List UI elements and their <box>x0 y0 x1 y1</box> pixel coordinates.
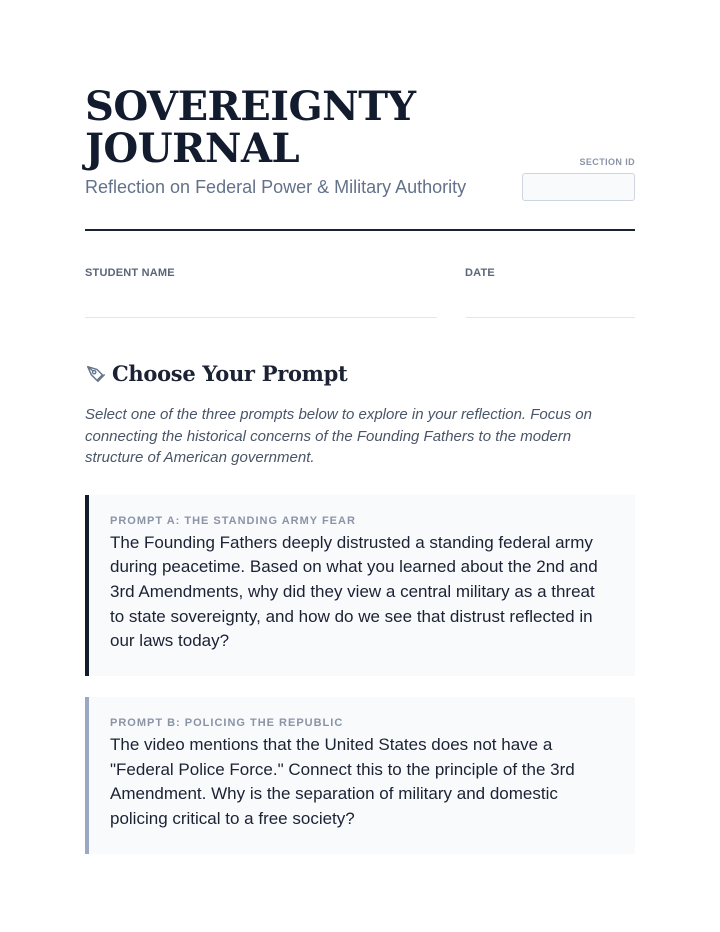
journal-title <box>85 83 445 172</box>
journal-page <box>85 0 635 854</box>
student-name-label: STUDENT NAME <box>85 267 175 279</box>
prompt-a-tag: PROMPT A: THE STANDING ARMY FEAR <box>110 514 356 527</box>
prompt-card-a[interactable] <box>85 495 635 677</box>
pen-nib-icon <box>85 363 107 385</box>
prompt-card-b[interactable] <box>85 697 635 854</box>
prompt-a-text: The Founding Fathers deeply distrusted a standing federal army during peacetime. Based on what you learned about the 2nd and 3rd Amendments, why did they view a central military as a threat to state sovereignty, and how do we see that distrust reflected in our laws today? <box>110 532 598 651</box>
date-field[interactable] <box>466 317 635 318</box>
prompt-b-tag: PROMPT B: POLICING THE REPUBLIC <box>110 717 344 730</box>
journal-header <box>85 0 635 232</box>
section-id-label: SECTION ID <box>579 157 635 167</box>
student-info-fields <box>85 232 635 337</box>
section-id-field[interactable] <box>522 173 635 201</box>
prompt-instructions: Select one of the three prompts below to explore in your reflection. Focus on connecting the historical concerns of the Founding Fathers to the modern structure of American government. <box>85 406 592 466</box>
prompt-b-text: The video mentions that the United States does not have a "Federal Police Force." Connect this to the principle of the 3rd Amendment. Why is the separation of military and domestic policing critical to a free society? <box>110 735 575 829</box>
student-name-field[interactable] <box>85 317 437 318</box>
title-line-1: SOVEREIGNTY <box>85 83 416 130</box>
journal-subtitle: Reflection on Federal Power & Military Authority <box>85 177 467 197</box>
prompt-section-header <box>85 360 635 400</box>
header-divider <box>85 229 635 231</box>
date-label: DATE <box>465 267 495 279</box>
prompt-section-heading: Choose Your Prompt <box>112 361 348 386</box>
title-line-2: JOURNAL <box>85 125 300 172</box>
